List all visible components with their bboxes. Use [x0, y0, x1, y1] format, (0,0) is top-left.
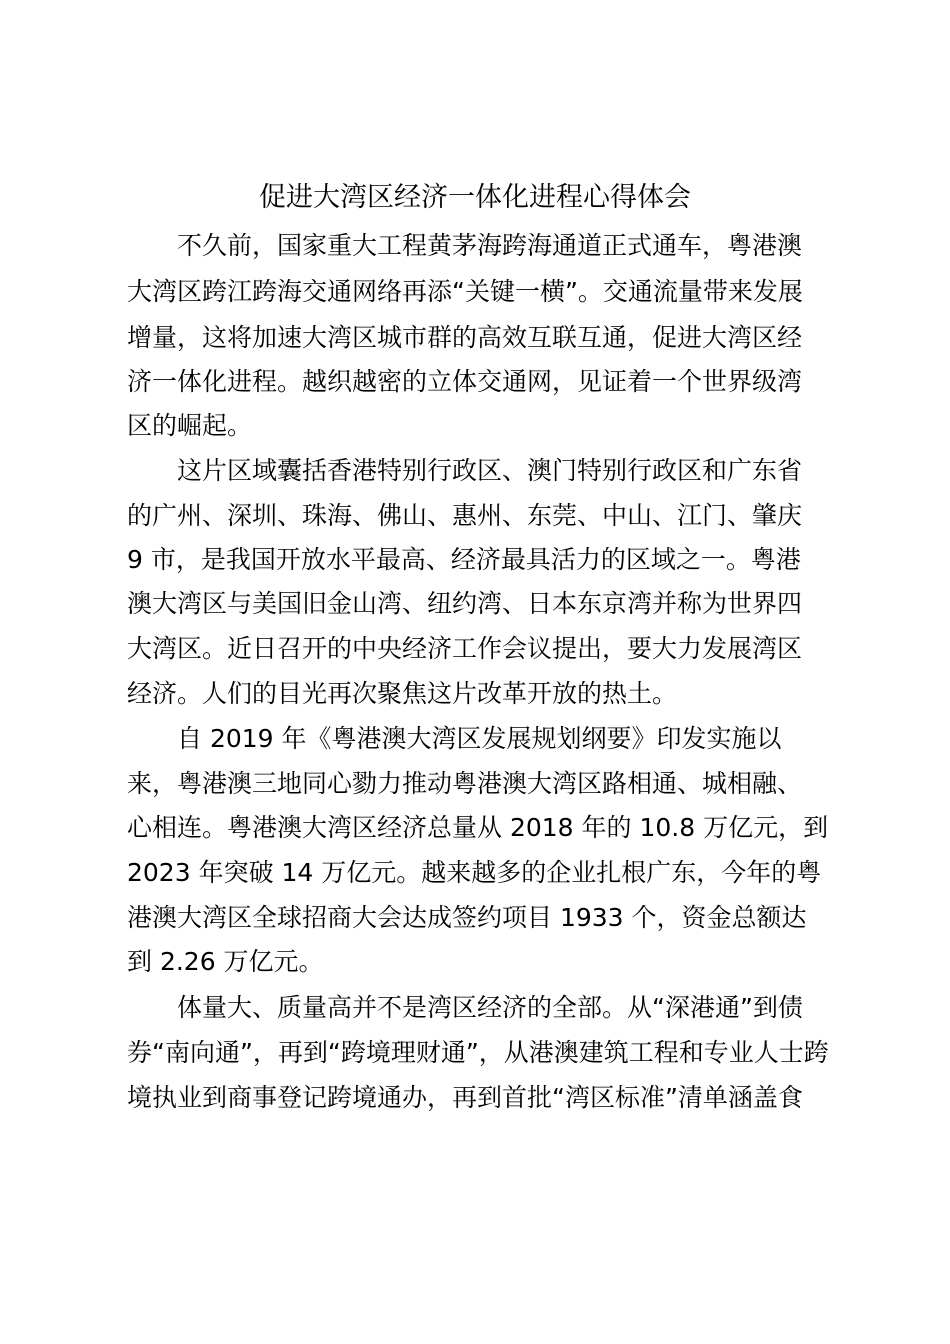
- paragraph-line: 体量大、质量高并不是湾区经济的全部。从“深港通”到债: [177, 993, 803, 1022]
- paragraph-line: 境执业到商事登记跨境通办，再到首批“湾区标准”清单涵盖食: [127, 1083, 803, 1112]
- paragraph-line: 大湾区。近日召开的中央经济工作会议提出，要大力发展湾区: [127, 634, 803, 663]
- document-title: 促进大湾区经济一体化进程心得体会: [259, 182, 691, 213]
- paragraph-line: 大湾区跨江跨海交通网络再添“关键一横”。交通流量带来发展: [127, 277, 803, 306]
- paragraph-line: 心相连。粤港澳大湾区经济总量从 2018 年的 10.8 万亿元，到: [127, 813, 829, 842]
- paragraph-line: 2023 年突破 14 万亿元。越来越多的企业扎根广东，今年的粤: [127, 858, 822, 887]
- paragraph-line: 自 2019 年《粤港澳大湾区发展规划纲要》印发实施以: [177, 724, 782, 753]
- paragraph-line: 经济。人们的目光再次聚焦这片改革开放的热土。: [127, 679, 678, 708]
- paragraph-line: 这片区域囊括香港特别行政区、澳门特别行政区和广东省: [177, 456, 803, 485]
- paragraph-line: 区的崛起。: [127, 411, 253, 440]
- paragraph-line: 济一体化进程。越织越密的立体交通网，见证着一个世界级湾: [127, 367, 803, 396]
- paragraph-line: 的广州、深圳、珠海、佛山、惠州、东莞、中山、江门、肇庆: [127, 501, 803, 530]
- paragraph-line: 不久前，国家重大工程黄茅海跨海通道正式通车，粤港澳: [177, 231, 803, 260]
- paragraph-line: 澳大湾区与美国旧金山湾、纽约湾、日本东京湾并称为世界四: [127, 589, 803, 618]
- paragraph-line: 港澳大湾区全球招商大会达成签约项目 1933 个，资金总额达: [127, 903, 807, 932]
- paragraph-line: 到 2.26 万亿元。: [127, 947, 324, 976]
- paragraph-line: 增量，这将加速大湾区城市群的高效互联互通，促进大湾区经: [127, 323, 803, 352]
- paragraph-line: 9 市，是我国开放水平最高、经济最具活力的区域之一。粤港: [127, 545, 801, 574]
- paragraph-line: 券“南向通”，再到“跨境理财通”，从港澳建筑工程和专业人士跨: [127, 1038, 829, 1067]
- paragraph-line: 来，粤港澳三地同心勠力推动粤港澳大湾区路相通、城相融、: [127, 769, 803, 798]
